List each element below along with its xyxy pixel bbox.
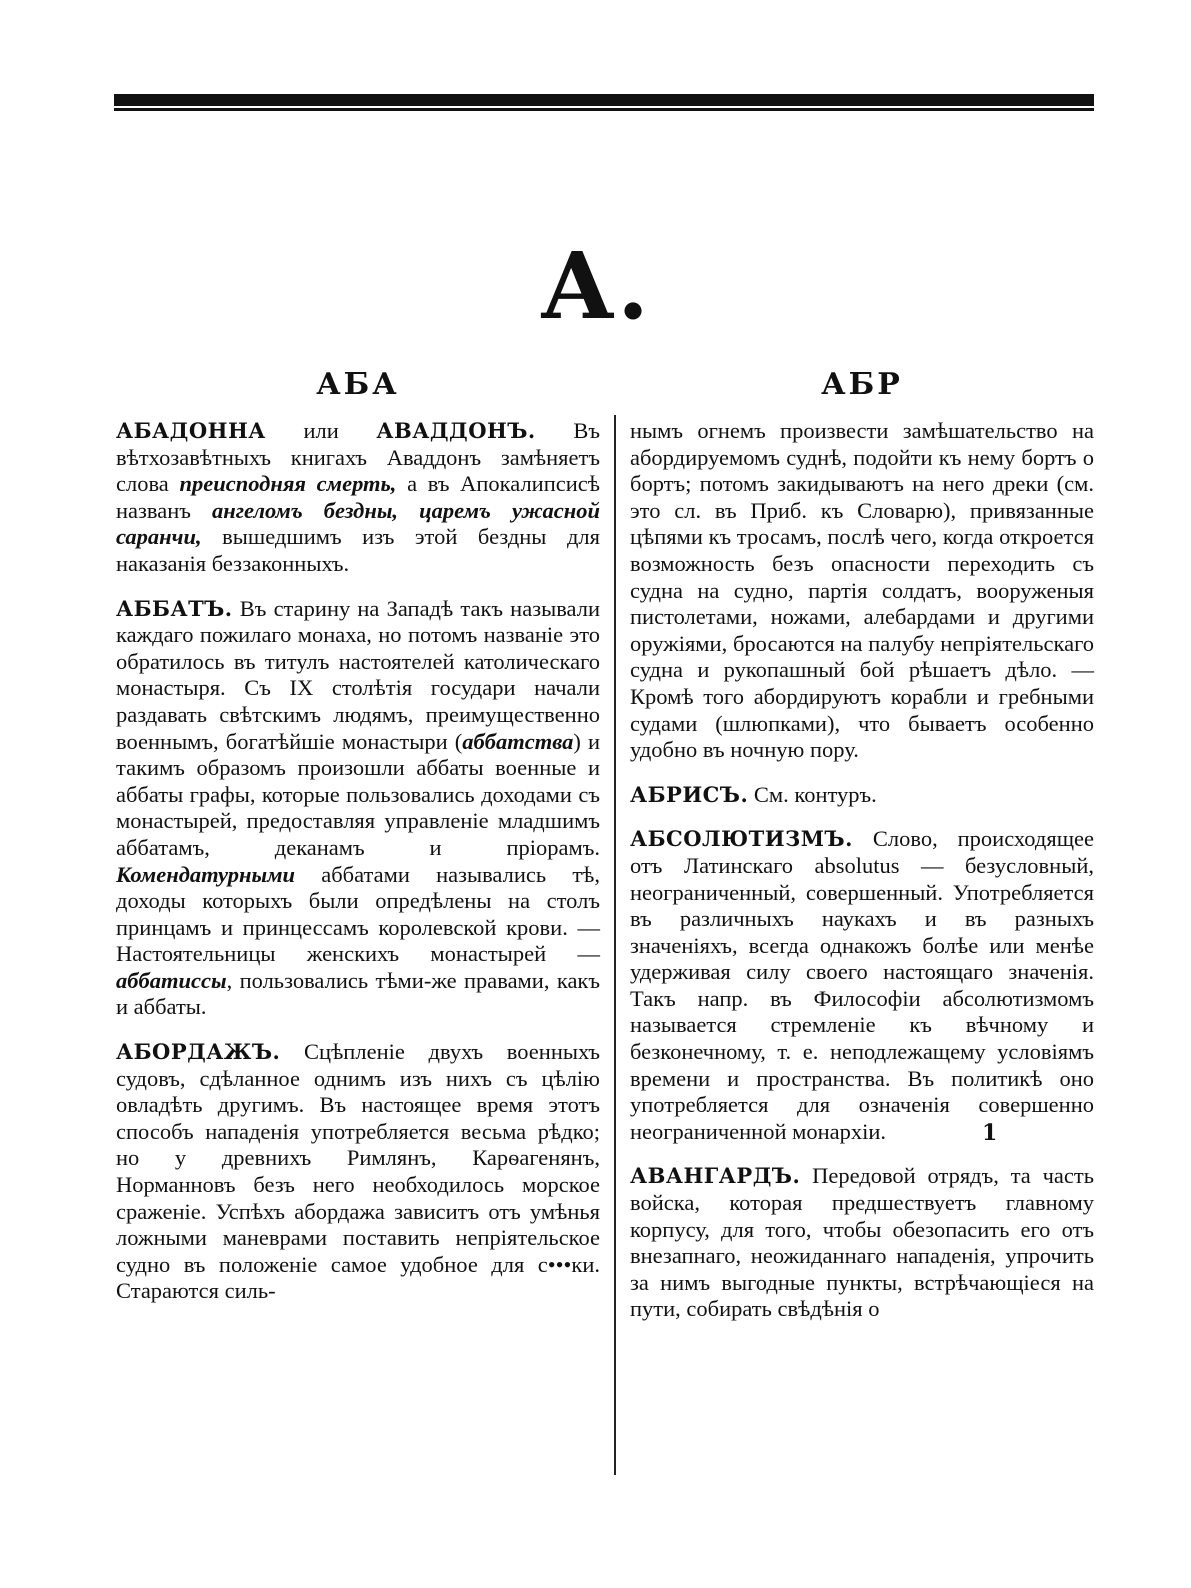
entry-absolyutizm [630, 826, 1094, 1145]
italic-term: аббатиссы [116, 967, 227, 993]
definition-text: Слово, происходящее отъ Латинскаго absolutus — безусловный, неограниченный, совершенный. Употребляется въ различныхъ наукахъ и въ разныхъ значеніяхъ, всегда однакожъ болѣе или менѣе удерживая силу своего настоящаго значенія. Такъ напр. въ Философіи абсолютизмомъ называется стремленіе къ вѣчному и безконечному, т. е. неподлежащему условіямъ времени и пространства. Въ политикѣ оно употребляется для означенія совершенно неограниченной монархіи. [630, 826, 1094, 1144]
page-number: 1 [982, 1120, 998, 1146]
entry-abbat [116, 596, 600, 1022]
entry-continuation [630, 418, 1094, 764]
definition-text: аббатами назывались тѣ, доходы которыхъ были опредѣлены на столъ принцамъ и принцессамъ королевской крови. — Настоятельницы женскихъ монастырей — [116, 861, 600, 967]
definition-text: ) и такимъ образомъ произошли аббаты военные и аббаты графы, которые пользовались доходами съ монастырей, предоставляя управленіе младшимъ аббатамъ, деканамъ и пріорамъ. [116, 728, 600, 860]
headword: АБРИСЪ. [630, 781, 749, 807]
column-divider [614, 415, 616, 1475]
definition-text: Въ старину на Западѣ такъ называли каждаго пожилаго монаха, но потомъ названіе это обратилось въ титулъ настоятелей католическаго монастыря. Съ IX столѣтія государи начали раздавать свѣтскимъ людямъ, преимущественно военнымъ, богатѣйшіе монастыри ( [116, 595, 600, 754]
headword-alt: АВАДДОНЪ. [376, 418, 536, 443]
entry-abris [630, 782, 1094, 809]
right-running-head: АБР [821, 367, 903, 402]
definition-text: См. контуръ. [753, 781, 877, 807]
italic-term: аббатства [462, 728, 574, 754]
entry-avangard [630, 1163, 1094, 1323]
section-letter: А. [540, 232, 651, 340]
definition-text: а въ Апокалипсисѣ названъ [116, 471, 600, 523]
connector: или [303, 418, 339, 443]
definition-text: Передовой отрядъ, та часть войска, которая предшествуетъ главному корпусу, для того, чтобы обезопасить его отъ внезапнаго, неожиданнаго нападенія, упрочить за нимъ выгодные пункты, встрѣчающіеся на пути, собирать свѣдѣнія о [630, 1163, 1094, 1322]
top-rule-thick [114, 94, 1094, 106]
italic-term: преисподняя смерть, [179, 471, 397, 497]
top-rule-thin [114, 108, 1094, 111]
left-column [116, 360, 600, 1323]
definition-text: Въ вѣтхозавѣтныхъ книгахъ Аваддонъ замѣняетъ слова [116, 418, 600, 497]
headword: АББАТЪ. [116, 595, 233, 621]
headword: АБСОЛЮТИЗМЪ. [630, 826, 853, 852]
entry-abadonna [116, 418, 600, 578]
italic-term: ангеломъ бездны, царемъ ужасной саранчи, [116, 497, 600, 550]
definition-text: нымъ огнемъ произвести замѣшательство на абордируемомъ суднѣ, подойти къ нему бортъ о бортъ; потомъ закидываютъ на него дреки (см. это сл. въ Приб. къ Словарю), привязанные цѣпями къ тросамъ, послѣ чего, когда откроется возможность безъ опасности переходить съ судна на судно, партія солдатъ, вооруженыя пистолетами, ножами, алебардами и другими оружіями, бросаются на палубу непріятельскаго судна и рукопашный бой рѣшаетъ дѣло. — Кромѣ того абордируютъ корабли и гребными судами (шлюпками), что бываетъ особенно удобно въ ночную пору. [630, 418, 1094, 763]
entry-abordazh [116, 1039, 600, 1305]
definition-text: Сцѣпленіе двухъ военныхъ судовъ, сдѣланное однимъ изъ нихъ съ цѣлію овладѣть другимъ. Въ настоящее время этотъ способъ нападенія употребляется весьма рѣдко; но у древнихъ Римлянъ, Карѳагенянъ, Норманновъ безъ него необходилось морское сраженіе. Успѣхъ абордажа зависитъ отъ умѣнья ложными маневрами поставить непріятельское судно въ положеніе самое удобное для с•••ки. Стараются силь- [116, 1039, 600, 1304]
right-column [630, 360, 1094, 1341]
left-running-head: АБА [316, 367, 400, 402]
definition-text: вышедшимъ изъ этой бездны для наказанія беззаконныхъ. [116, 524, 601, 576]
headword: АБОРДАЖЪ. [116, 1039, 281, 1065]
headword: АБАДОННА [116, 418, 266, 443]
headword: АВАНГАРДЪ. [630, 1163, 801, 1189]
italic-term: Комендатурными [116, 861, 296, 887]
definition-text: , пользовались тѣми-же правами, какъ и аббаты. [116, 967, 600, 1020]
